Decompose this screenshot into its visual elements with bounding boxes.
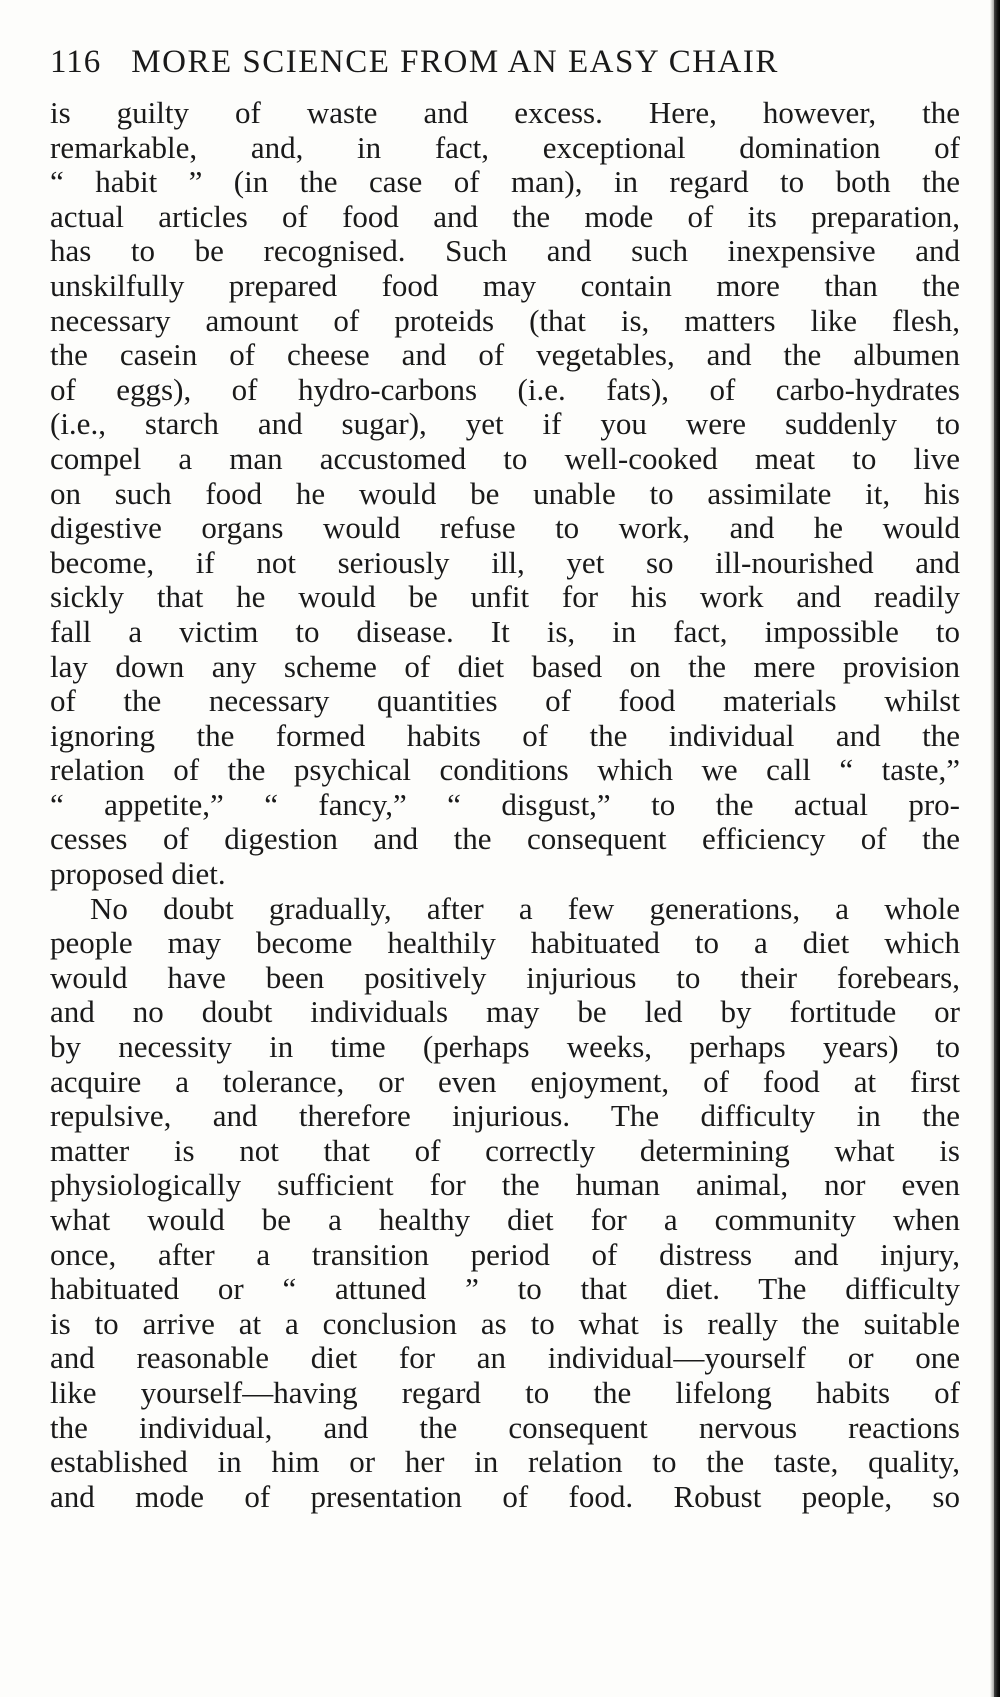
- text-line: actual articles of food and the mode of its preparation,: [50, 198, 960, 234]
- text-line: “ appetite,” “ fancy,” “ disgust,” to the actual pro-: [50, 786, 960, 822]
- text-line: ignoring the formed habits of the individual and the: [50, 717, 960, 753]
- text-line: is guilty of waste and excess. Here, however, the: [50, 95, 960, 130]
- text-line: what would be a healthy diet for a community when: [50, 1202, 960, 1237]
- text-line: repulsive, and therefore injurious. The difficulty in the: [50, 1098, 960, 1134]
- text-line: by necessity in time (perhaps weeks, perhaps years) to: [50, 1029, 960, 1065]
- text-line: habituated or “ attuned ” to that diet. The difficulty: [50, 1271, 960, 1307]
- text-line: has to be recognised. Such and such inexpensive and: [50, 233, 960, 269]
- text-line: of eggs), of hydro-carbons (i.e. fats), of carbo-hydrates: [50, 371, 960, 407]
- text-line: matter is not that of correctly determining what is: [50, 1132, 960, 1168]
- text-line: the casein of cheese and of vegetables, and the albumen: [50, 337, 960, 373]
- binding-edge: [994, 0, 1000, 1697]
- text-line: lay down any scheme of diet based on the mere provision: [50, 648, 960, 684]
- text-line: the individual, and the consequent nervous reactions: [50, 1409, 960, 1445]
- text-line: physiologically sufficient for the human animal, nor even: [50, 1167, 960, 1203]
- text-line: and mode of presentation of food. Robust people, so: [50, 1478, 960, 1514]
- text-line: unskilfully prepared food may contain more than the: [50, 267, 960, 303]
- text-line: compel a man accustomed to well-cooked meat to live: [50, 440, 960, 476]
- text-line: No doubt gradually, after a few generations, a whole: [90, 890, 960, 926]
- text-line: relation of the psychical conditions which we call “ taste,”: [50, 752, 960, 788]
- text-line: is to arrive at a conclusion as to what is really the suitable: [50, 1305, 960, 1341]
- text-line: fall a victim to disease. It is, in fact, impossible to: [50, 613, 960, 649]
- text-line: proposed diet.: [50, 856, 226, 892]
- text-line: on such food he would be unable to assimilate it, his: [50, 475, 960, 511]
- text-line: established in him or her in relation to the taste, quality,: [50, 1444, 960, 1480]
- text-line: (i.e., starch and sugar), yet if you were suddenly to: [50, 406, 960, 442]
- text-line: once, after a transition period of distress and injury,: [50, 1236, 960, 1272]
- running-title: MORE SCIENCE FROM AN EASY CHAIR: [131, 44, 779, 80]
- text-line: digestive organs would refuse to work, and he would: [50, 510, 960, 546]
- paragraph-1: [50, 96, 960, 892]
- text-line: become, if not seriously ill, yet so ill-nourished and: [50, 544, 960, 580]
- text-line: necessary amount of proteids (that is, matters like flesh,: [50, 302, 960, 338]
- text-line: and reasonable diet for an individual—yourself or one: [50, 1340, 960, 1376]
- text-line: like yourself—having regard to the lifelong habits of: [50, 1374, 960, 1410]
- text-line: remarkable, and, in fact, exceptional domination of: [50, 129, 960, 165]
- text-line: and no doubt individuals may be led by fortitude or: [50, 994, 960, 1030]
- text-line: “ habit ” (in the case of man), in regard to both the: [50, 164, 960, 200]
- paragraph-2: [50, 892, 960, 1515]
- text-line: sickly that he would be unfit for his work and readily: [50, 579, 960, 615]
- body-text: [50, 96, 960, 1514]
- text-line: people may become healthily habituated to a diet which: [50, 925, 960, 961]
- running-head: [50, 44, 965, 81]
- text-line: would have been positively injurious to their forebears,: [50, 959, 960, 995]
- page-number: 116: [50, 44, 102, 80]
- text-line: of the necessary quantities of food materials whilst: [50, 683, 960, 719]
- text-line: acquire a tolerance, or even enjoyment, of food at first: [50, 1063, 960, 1099]
- text-line: cesses of digestion and the consequent efficiency of the: [50, 821, 960, 857]
